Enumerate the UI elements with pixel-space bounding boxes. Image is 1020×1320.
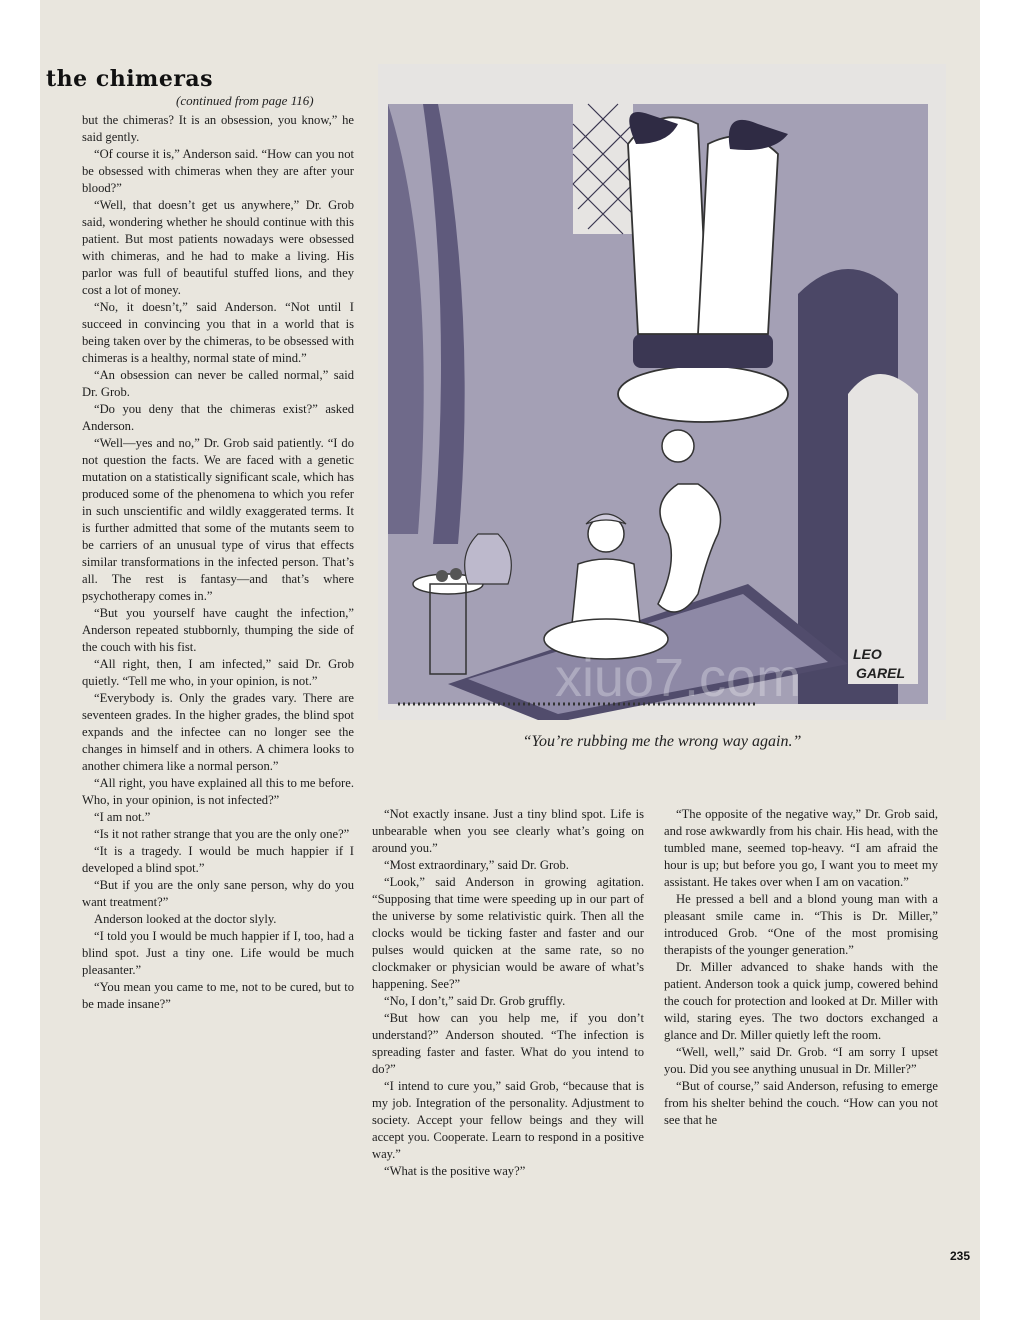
paragraph: “But you yourself have caught the infection,” Anderson repeated stubbornly, thumping the side of the couch with his fist. — [82, 606, 354, 654]
paragraph: “I am not.” — [94, 810, 151, 824]
paragraph: “Most extraordinary,” said Dr. Grob. — [384, 858, 569, 872]
text-column-2 — [372, 806, 644, 1180]
paragraph: “Do you deny that the chimeras exist?” asked Anderson. — [82, 402, 354, 433]
paragraph: “The opposite of the negative way,” Dr. Grob said, and rose awkwardly from his chair. His head, with the tumbled mane, seemed top-heavy. “I am afraid the hour is up; but before you go, I want you to meet my assistant. He takes over when I am on vacation.” — [664, 807, 938, 889]
paragraph: “You mean you came to me, not to be cured, but to be made insane?” — [82, 980, 354, 1011]
paragraph: “Everybody is. Only the grades vary. There are seventeen grades. In the higher grades, the blind spot expands and the infectee can no longer see the changes in himself and in others. A chimera looks to another chimera like a normal person.” — [82, 691, 354, 773]
section-title: the chimeras — [46, 66, 214, 92]
paragraph: but the chimeras? It is an obsession, you know,” he said gently. — [82, 113, 354, 144]
paragraph: “Not exactly insane. Just a tiny blind spot. Life is unbearable when you see clearly what’s going on around you.” — [372, 807, 644, 855]
paragraph: “Well—yes and no,” Dr. Grob said patiently. “I do not question the facts. We are faced with a genetic mutation on a statistically significant scale, which has produced some of the phenomena to which you refer in such unscientific and wildly exaggerated terms. It is further admitted that some of the mutants seem to be carriers of an unusual type of virus that effects similar transformations in the infected person. That’s all. The rest is fantasy—and that’s where psychotherapy comes in.” — [82, 436, 354, 603]
paragraph: “Of course it is,” Anderson said. “How can you not be obsessed with chimeras when they are after your blood?” — [82, 147, 354, 195]
continued-note: (continued from page 116) — [176, 93, 314, 108]
cartoon-illustration — [378, 64, 946, 720]
watermark: xiuo7.com — [554, 648, 802, 708]
page-number: 235 — [950, 1249, 971, 1263]
paragraph: He pressed a bell and a blond young man with a pleasant smile came in. “This is Dr. Miller,” introduced Grob. “One of the most promising therapists of the younger generation.” — [664, 892, 938, 957]
paragraph: “All right, you have explained all this to me before. Who, in your opinion, is not infected?” — [82, 776, 354, 807]
paragraph: “Is it not rather strange that you are the only one?” — [94, 827, 350, 841]
paragraph: “But of course,” said Anderson, refusing to emerge from his shelter behind the couch. “How can you not see that he — [664, 1079, 938, 1127]
artist-signature-leo: LEO — [853, 646, 882, 662]
artist-signature-garel: GAREL — [856, 665, 905, 681]
paragraph: “What is the positive way?” — [384, 1164, 526, 1178]
paragraph: “But if you are the only sane person, why do you want treatment?” — [82, 878, 354, 909]
paragraph: “Well, well,” said Dr. Grob. “I am sorry I upset you. Did you see anything unusual in Dr. Miller?” — [664, 1045, 938, 1076]
text-column-1 — [82, 112, 354, 1013]
paragraph: “All right, then, I am infected,” said Dr. Grob quietly. “Tell me who, in your opinion, is not.” — [82, 657, 354, 688]
paragraph: “Look,” said Anderson in growing agitation. “Supposing that time were speeding up in our part of the universe by some relativistic quirk. Then all the clocks would be ticking faster and faster and our pulses would quicken at the same rate, so no clockmaker or physician would be aware of what’s happening. See?” — [372, 875, 644, 991]
paragraph: “No, it doesn’t,” said Anderson. “Not until I succeed in convincing you that in a world that is being taken over by the chimeras, to be obsessed with chimeras is a healthy, normal state of mind.” — [82, 300, 354, 365]
paragraph: “No, I don’t,” said Dr. Grob gruffly. — [384, 994, 566, 1008]
paragraph: “It is a tragedy. I would be much happier if I developed a blind spot.” — [82, 844, 354, 875]
text-column-3 — [664, 806, 938, 1129]
paragraph: Anderson looked at the doctor slyly. — [94, 912, 277, 926]
paragraph: “I intend to cure you,” said Grob, “because that is my job. Integration of the personality. Adjustment to society. Accept your fellow beings and they will accept you. Cooperate. Learn to respond in a positive way.” — [372, 1079, 644, 1161]
paragraph: Dr. Miller advanced to shake hands with the patient. Anderson took a quick jump, cowered behind the couch for protection and looked at Dr. Miller with wild, staring eyes. The two doctors exchanged a glance and Dr. Miller quietly left the room. — [664, 960, 938, 1042]
cartoon-caption: “You’re rubbing me the wrong way again.” — [522, 733, 802, 750]
paragraph: “But how can you help me, if you don’t understand?” Anderson shouted. “The infection is spreading faster and faster. What do you intend to do?” — [372, 1011, 644, 1076]
paragraph: “I told you I would be much happier if I, too, had a blind spot. Just a tiny one. Life would be much pleasanter.” — [82, 929, 354, 977]
paragraph: “Well, that doesn’t get us anywhere,” Dr. Grob said, wondering whether he should continue with this patient. But most patients nowadays were obsessed with chimeras, and he had to make a living. His parlor was full of beautiful stuffed lions, and they cost a lot of money. — [82, 198, 354, 297]
paragraph: “An obsession can never be called normal,” said Dr. Grob. — [82, 368, 354, 399]
